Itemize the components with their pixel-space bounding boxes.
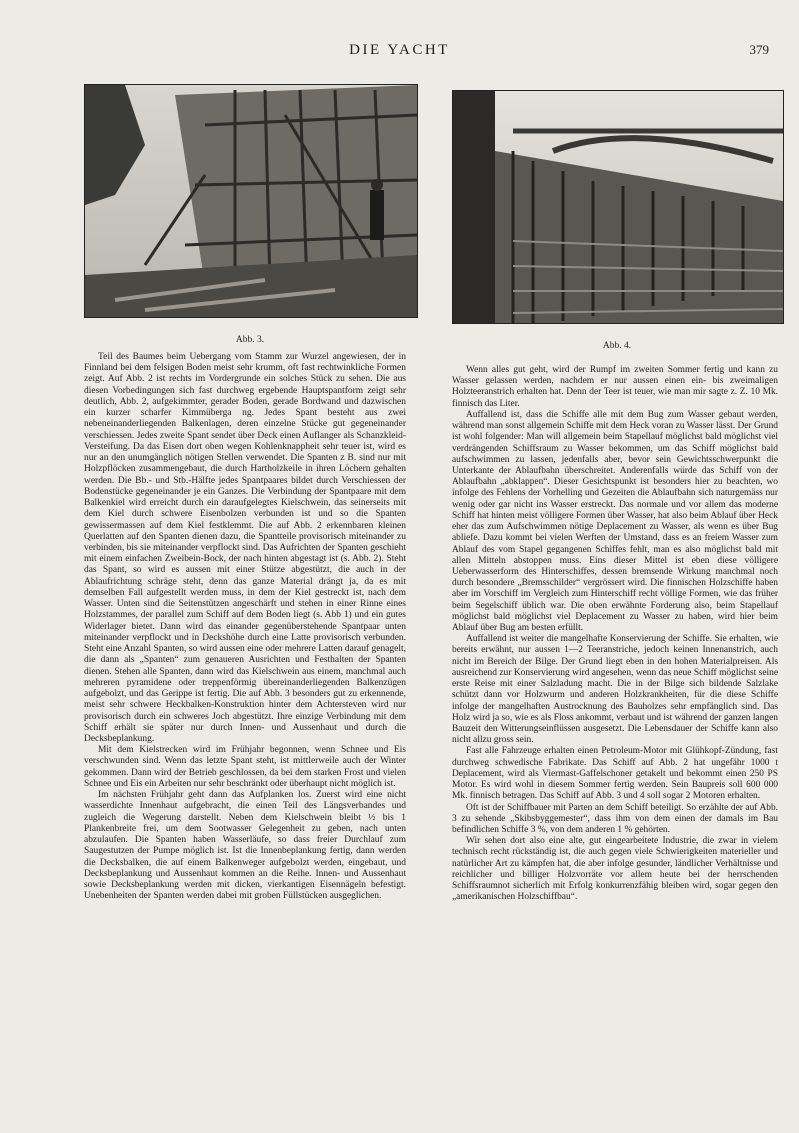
ship-hull-photo-icon [453, 91, 783, 323]
page-header [0, 42, 799, 62]
paragraph: Auffallend ist weiter die mangelhafte Konservierung der Schiffe. Sie erhalten, wie bereits erwähnt, nur aussen 1—2 Teeranstriche, jedoch keinen Innenanstrich, auch nicht im Bereich der Bilge. Der Grund liegt eben in den hohen Materialpreisen. Als ausreichend zur Konservierung wird angesehen, wenn das neue Schiff möglichst seine erste Reise mit einer Salzladung macht. Die in der Bilge sich bildende Salzlake schützt dann vor Holzwurm und anderen Holzkrankheiten, für die diese Schiffe infolge der mangelhaften Austrocknung des Bauholzes sehr empfänglich sind. Das Holz wird ja so, wie es als Floss ankommt, verbaut und ist während der ganzen langen Bauzeit den Witterungseinflüssen ausgesetzt. Die Lebensdauer der Schiffe kann also nicht allzu gross sein. [452, 634, 778, 746]
journal-title: DIE YACHT [349, 42, 450, 58]
paragraph: Wenn alles gut geht, wird der Rumpf im zweiten Sommer fertig und kann zu Wasser gelassen werden, nachdem er nur aussen einen ein- bis zweimaligen Holzteeranstrich erhalten hat. Denn der Teer ist teuer, wie man mir sagte z. Z. 10 Mk. finnisch das Liter. [452, 365, 778, 409]
paragraph: Mit dem Kielstrecken wird im Frühjahr begonnen, wenn Schnee und Eis verschwunden sind. Wenn das letzte Spant steht, ist mittlerweile auch der Winter gekommen. Dann wird der Betrieb geschlossen, da bei dem starken Frost und vielen Schnee und Eis ein Arbeiten nur sehr beschränkt oder überhaupt nicht möglich ist. [84, 745, 406, 789]
paragraph: Oft ist der Schiffbauer mit Parten an dem Schiff beteiligt. So erzählte der auf Abb. 3 zu sehende „Skibsbyggemester“, dass ihm von dem einen der damals im Bau befindlichen Schiffe 3 %, von dem anderen 1 % gehörten. [452, 802, 778, 835]
figure-abb-3-caption: Abb. 3. [235, 335, 265, 345]
paragraph: Fast alle Fahrzeuge erhalten einen Petroleum-Motor mit Glühkopf-Zündung, fast durchweg schwedische Fabrikate. Das Schiff auf Abb. 2 hat ungefähr 1000 t Deplacement, wird als Viermast-Gaffelschoner getakelt und bekommt einen 250 PS Motor. Es wird wohl in diesem Sommer fertig werden. Sein Baupreis soll 600 000 Mk. finnisch betragen. Das Schiff auf Abb. 3 und 4 soll sogar 2 Motoren erhalten. [452, 746, 778, 802]
page-number: 379 [749, 42, 769, 57]
ship-frame-photo-icon [85, 85, 417, 317]
right-text-column [452, 365, 778, 904]
paragraph: Teil des Baumes beim Uebergang vom Stamm zur Wurzel angewiesen, der in Finnland bei dem felsigen Boden meist sehr krumm, oft fast rechtwinkliche Formen zeigt. Auf Abb. 2 ist rechts im Vordergrunde ein solches Stück zu sehen. Die aus diesen Vorbedingungen sich fast durchweg ergebende Hauptspantform zeigt sehr deutlich, Abb. 2, aufgekimmter, gerader Boden, gerade Bordwand und dazwischen ein kurzer scharfer Kimmüberga ng. Jedes Spant besteht aus zwei nebeneinanderliegenden Balkenlagen, deren einzelne Stücke gut gegeneinander verschiessen. Jedes zweite Spant sendet über Deck einen Auflanger als Schanzkleid-Versteifung. Da das Eisen dort oben wegen Kohlenknappheit sehr teuer ist, wird es nur an den unumgänglich nötigen Stellen verwendet. Die Spanten z B. sind nur mit Holzpflöcken zusammengebaut, die durch Hartholzkeile in ihren Löchern gehalten werden. Die Bb.- und Stb.-Hälfte jedes Spantpaares bildet durch Verschiessen der Bodenstücke gegeneinander je ein Ganzes. Die Verbindung der Spantpaare mit dem Balkenkiel wird erreicht durch ein daraufgelegtes Kielschwein, das seinerseits mit dem Kiel durch schwere Eisenbolzen verbunden ist und so die Spanten gewissermassen auf dem Kiel festklemmt. Die auf Abb. 2 erkennbaren kleinen Querlatten auf den Spanten dienen dazu, die Spantteile provisorisch miteinander zu verbinden, bis sie miteinander verpflockt sind. Das Aufrichten der Spanten geschieht mit einem einfachen Zweibein-Bock, der nach hinten abgestagt ist (s. Abb. 2). Steht das Spant, so wird es aussen mit einer Stütze abgestützt, die auch in der Ablaufrichtung schräge steht, denn das ganze Material drängt ja, da es mit demselben Fall aufgestellt werden muss, in dem der Kiel gestreckt ist, nach dem Wasser. Unten sind die Seitenstützen angeschärft und stehen in einer Rinne eines Holzstammes, der parallel zum Schiff auf dem Boden liegt (s. Abb 1) und ein gutes Widerlager bietet. Dann wird das einander gegenüberstehende Spantpaar unten miteinander verpflockt und in Deckshöhe durch eine Latte provisorisch verbunden. Steht eine Anzahl Spanten, so wird aussen eine oder mehrere Latten darauf genagelt, die dann als „Spanten“ zum genaueren Ausrichten und Festhalten der Spanten dienen. Stehen alle Spanten, dann wird das Kielschwein aus einem, manchmal auch mehreren pyramidene oder treppenförmig übereinanderliegenden Balkenzügen aufgebolzt, und das Gerippe ist fertig. Die auf Abb. 3 besonders gut zu erkennende, meist sehr schwere Heckbalken-Konstruktion hinter dem Achtersteven wird nur provisorisch durch ein schweres Joch abgestützt. Ihre einzige Verbindung mit dem Schiff erhält sie später nur durch Innen- und Aussenhaut und durch die Decksbeplankung. [84, 352, 406, 744]
paragraph: Im nächsten Frühjahr geht dann das Aufplanken los. Zuerst wird eine nicht wasserdichte Innenhaut aufgebracht, die einen Teil des Längsverbandes und zugleich die Wegerung darstellt. Neben dem Kielschwein bleibt ½ bis 1 Plankenbreite frei, um dem Sootwasser Gelegenheit zu geben, nach unten abzulaufen. Die Spanten haben Wasserläufe, so dass freier Durchlauf zum Saugestutzen der Pumpe möglich ist. Ist die Innenbeplankung fertig, dann werden die Decksbalken, die auf einem Balkenweger aufgebolzt werden, eingebaut, und Decksbeplankung und Aussenhaut kommen an die Reihe. Innen- und Aussenhaut sowie Decksbeplankung werden mit dicken, vierkantigen Eisennägeln befestigt. Unebenheiten der Spanten werden dabei mit groben Füllstücken ausgeglichen. [84, 790, 406, 902]
figure-abb-3-photo [84, 84, 418, 318]
paragraph: Wir sehen dort also eine alte, gut eingearbeitete Industrie, die zwar in vielem technisch recht rückständig ist, die auch gegen viele Schwierigkeiten materieller und natürlicher Art zu kämpfen hat, die aber infolge gesunder, ländlicher Verhältnisse und reichlicher und billiger Holzvorräte vor allem heute bei der herrschenden Schiffsraumnot sicherlich mit Erfolg konkurrenzfähig bleiben wird, sogar gegen den „amerikanischen Holzschiffbau“. [452, 836, 778, 903]
figure-abb-4-photo [452, 90, 784, 324]
figure-abb-4-caption: Abb. 4. [602, 341, 632, 351]
paragraph: Auffallend ist, dass die Schiffe alle mit dem Bug zum Wasser gebaut werden, während man sonst allgemein Schiffe mit dem Heck voran zu Wasser lässt. Der Grund ist wohl folgender: Man will allgemein beim Stapellauf möglichst bald möglichst viel verdrängenden Schiffsraum zu Wasser bekommen, um das Schiff möglichst bald aufschwimmen zu lassen, jedenfalls aber, bevor sein Gewichtsschwerpunkt die Unterkante der Ablaufbahn überschreitet. Anderenfalls würde das Schiff von der Ablaufbahn „abklappen“. Dieser Gesichtspunkt ist besonders hier zu beachten, wo infolge des Fehlens der Vorhelling und Gezeiten die Ablaufbahn sich naturgemäss nur wenig oder gar nicht ins Wasser erstreckt. Das normale und vor allem das moderne Schiff hat hinten meist völligere Formen über Wasser, hat also beim Ablauf über Heck eher das zum Aufschwimmen nötige Deplacement zu Wasser, als wenn es über Bug abliefe. Dazu kommt bei vielen Werften der Umstand, dass es an freiem Wasser zum Ablauf des vom Stapel gegangenen Schiffes fehlt, man es also möglichst bald mit allen Mitteln abstoppen muss. Eins dieser Mittel ist eben diese völligere Ueberwasserform des Hinterschiffes, dessen bremsende Wirkung manchmal noch durch besondere „Bremsschilder“ vergrössert wird. Die finnischen Holzschiffe haben aber im Vorschiff im Vergleich zum Hinterschiff recht völlige Formen, wie das früher beim Segelschiff üblich war. Die oben erwähnte Forderung also, beim Stapellauf möglichst bald möglichst viel Deplacement zu Wasser zu haben, wird hier beim Ablauf über Bug am besten erfüllt. [452, 409, 778, 634]
left-text-column [84, 352, 406, 902]
